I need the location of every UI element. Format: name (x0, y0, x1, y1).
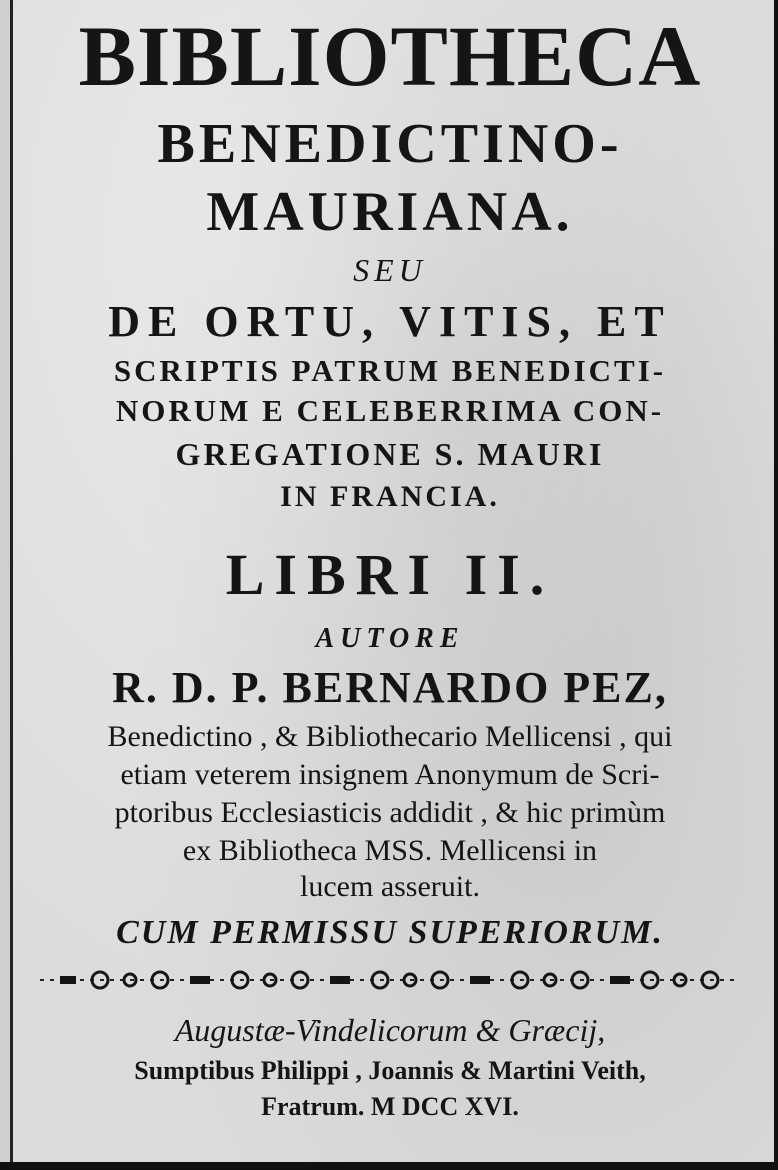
author-desc-1: Benedictino , & Bibliothecario Mellicensi , qui (107, 720, 673, 753)
author-desc-4: ex Bibliotheca MSS. Mellicensi in (182, 834, 598, 867)
page-margin (0, 0, 10, 1170)
bottom-edge (0, 1162, 778, 1170)
books-count: LIBRI II. (225, 542, 555, 607)
imprint-date: Fratrum. M DCC XVI. (261, 1092, 519, 1121)
right-edge (774, 0, 778, 1170)
ornament-divider-icon (40, 962, 740, 998)
author-desc-2: etiam veterem insignem Anonymum de Scri- (120, 758, 660, 791)
author-name: R. D. P. BERNARDO PEZ, (112, 663, 668, 712)
title-line-3: MAURIANA. (206, 181, 574, 243)
subtitle-line-2: SCRIPTIS PATRUM BENEDICTI- (113, 353, 667, 388)
ornament-divider (40, 962, 740, 998)
author-desc-5: lucem asseruit. (300, 870, 480, 903)
autore-label: AUTORE (315, 623, 465, 654)
subtitle-seu: SEU (353, 252, 427, 288)
main-title: BIBLIOTHECA (78, 8, 702, 104)
imprint-publisher: Sumptibus Philippi , Joannis & Martini Veith, (134, 1056, 646, 1085)
subtitle-line-5: IN FRANCIA. (280, 480, 500, 513)
subtitle-line-4: GREGATIONE S. MAURI (175, 436, 605, 472)
subtitle-line-3: NORUM E CELEBERRIMA CON- (115, 393, 665, 428)
author-desc-3: ptoribus Ecclesiasticis addidit , & hic primùm (114, 796, 666, 829)
permission-line: CUM PERMISSU SUPERIORUM. (116, 914, 664, 951)
binding-edge (10, 0, 13, 1170)
imprint-place: Augustæ-Vindelicorum & Græcij, (174, 1012, 606, 1048)
subtitle-line-1: DE ORTU, VITIS, ET (108, 297, 672, 346)
title-line-2: BENEDICTINO- (157, 113, 623, 175)
